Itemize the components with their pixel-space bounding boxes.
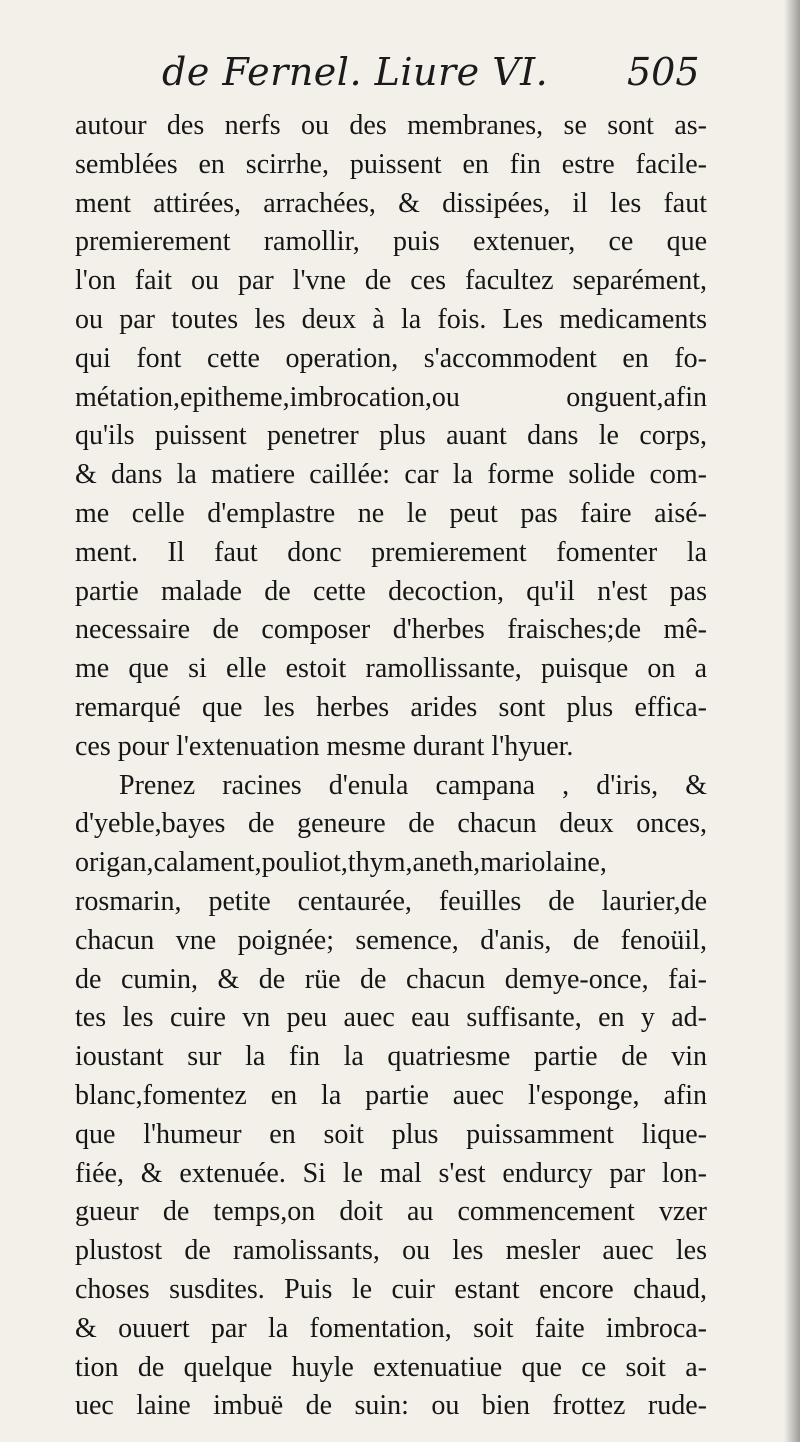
scan-edge-shadow [784,0,800,1442]
text-line: ment attirées, arrachées, & dissipées, il les faut [75,187,707,219]
text-line: de cumin, & de rüe de chacun demye-once, fai- [75,963,707,995]
text-line: d'yeble,bayes de geneure de chacun deux onces, [75,808,707,840]
text-line: choses susdites. Puis le cuir estant encore chaud, [75,1273,707,1305]
page-number: 505 [627,50,700,94]
running-title: de Fernel. Liure VI. [162,50,549,94]
text-line: tes les cuire vn peu auec eau suffisante, en y ad- [75,1002,707,1034]
text-line: l'on fait ou par l'vne de ces facultez separément, [75,265,707,297]
text-line: métation,epitheme,imbrocation,ou onguent,afin [75,381,707,413]
text-line: ioustant sur la fin la quatriesme partie de vin [75,1041,707,1073]
text-line: partie malade de cette decoction, qu'il n'est pas [75,575,707,607]
body-text [75,107,707,1426]
text-line: fiée, & extenuée. Si le mal s'est endurcy par lon- [75,1157,707,1189]
text-line: me celle d'emplastre ne le peut pas faire aisé- [75,497,707,529]
text-line: semblées en scirrhe, puissent en fin estre facile- [75,148,707,180]
text-line: chacun vne poignée; semence, d'anis, de fenoüil, [75,924,707,956]
text-line: premierement ramollir, puis extenuer, ce que [75,226,707,258]
text-line: Prenez racines d'enula campana , d'iris, & [119,769,707,801]
text-line: rosmarin, petite centaurée, feuilles de laurier,de [75,885,707,917]
text-line: blanc,fomentez en la partie auec l'esponge, afin [75,1079,707,1111]
text-line: gueur de temps,on doit au commencement vzer [75,1196,707,1228]
text-line: tion de quelque huyle extenuatiue que ce soit a- [75,1351,707,1383]
text-line: me que si elle estoit ramollissante, puisque on a [75,653,707,685]
text-line: qui font cette operation, s'accommodent en fo- [75,342,707,374]
text-line: uec laine imbuë de suin: ou bien frottez rude- [75,1390,707,1422]
text-line: ment. Il faut donc premierement fomenter la [75,536,707,568]
text-line: remarqué que les herbes arides sont plus effica- [75,691,707,723]
text-line: origan,calament,pouliot,thym,aneth,mariolaine, [75,847,607,879]
text-line: autour des nerfs ou des membranes, se sont as- [75,110,707,141]
page-header [0,50,800,110]
text-line: ou par toutes les deux à la fois. Les medicaments [75,303,707,335]
text-line: necessaire de composer d'herbes fraisches;de mê- [75,614,707,646]
text-line: ces pour l'extenuation mesme durant l'hyuer. [75,730,574,762]
text-line: & dans la matiere caillée: car la forme solide com- [75,459,707,491]
text-line: qu'ils puissent penetrer plus auant dans le corps, [75,420,707,452]
text-line: & ouuert par la fomentation, soit faite imbroca- [75,1312,707,1344]
text-line: plustost de ramolissants, ou les mesler auec les [75,1235,707,1267]
text-line: que l'humeur en soit plus puissamment lique- [75,1118,707,1150]
